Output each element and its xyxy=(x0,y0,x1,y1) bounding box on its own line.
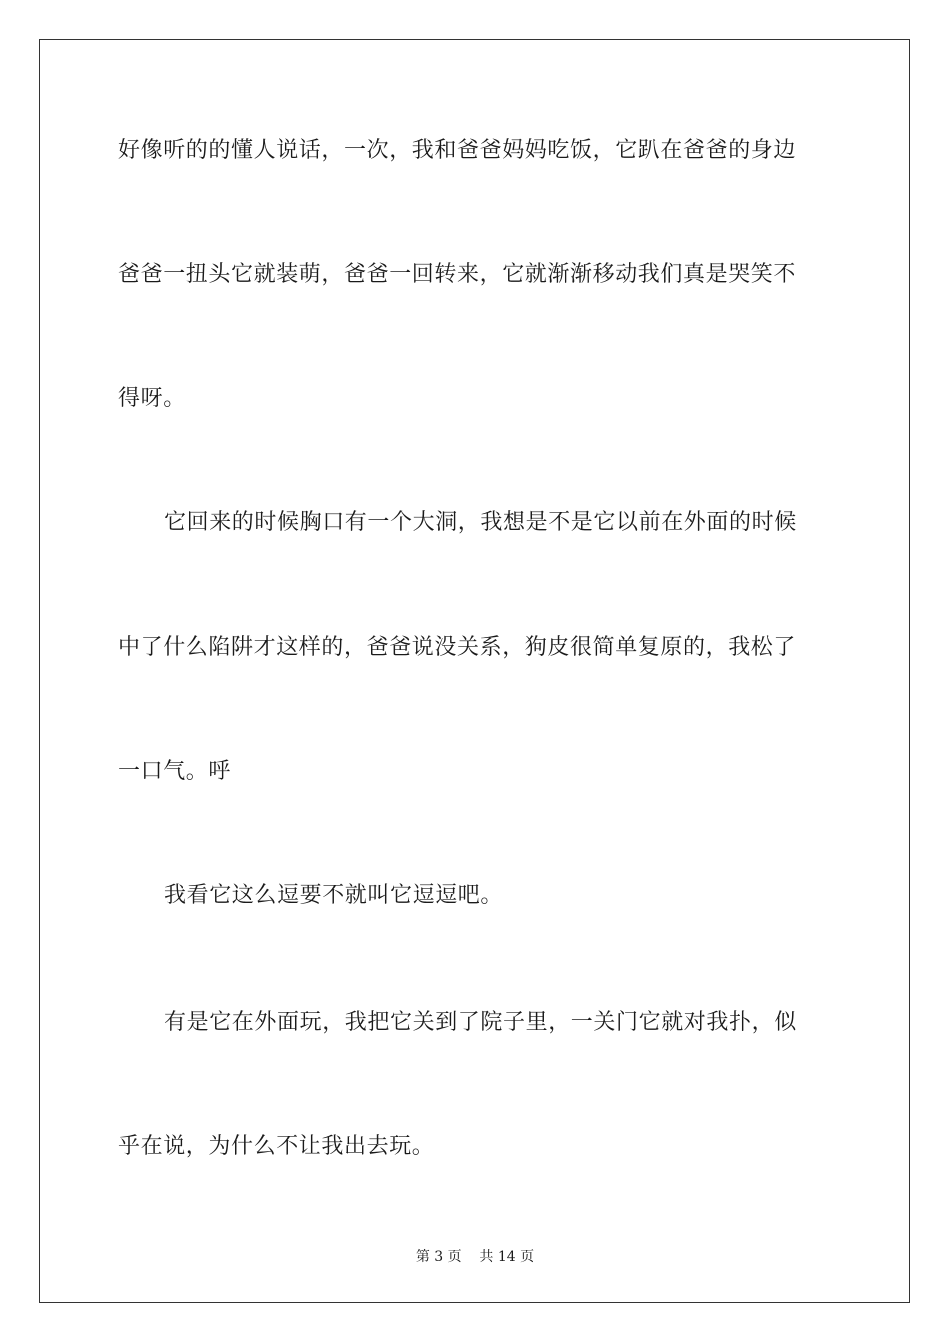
text-line: 中了什么陷阱才这样的，爸爸说没关系，狗皮很简单复原的，我松了 xyxy=(118,635,797,660)
text-line: 爸爸一扭头它就装萌，爸爸一回转来，它就渐渐移动我们真是哭笑不 xyxy=(118,262,797,287)
text-line: 有是它在外面玩，我把它关到了院子里，一关门它就对我扑，似 xyxy=(164,1010,797,1035)
text-line: 我看它这么逗要不就叫它逗逗吧。 xyxy=(164,883,504,908)
page-number-footer: 第 3 页 共 14 页 xyxy=(415,1249,535,1265)
text-line: 乎在说，为什么不让我出去玩。 xyxy=(118,1134,435,1159)
page-border xyxy=(39,39,910,1303)
text-line: 它回来的时候胸口有一个大洞，我想是不是它以前在外面的时候 xyxy=(164,510,797,535)
text-line: 好像听的的懂人说话，一次，我和爸爸妈妈吃饭，它趴在爸爸的身边 xyxy=(118,138,797,163)
text-line: 一口气。呼 xyxy=(118,759,232,784)
text-line: 得呀。 xyxy=(118,386,186,411)
